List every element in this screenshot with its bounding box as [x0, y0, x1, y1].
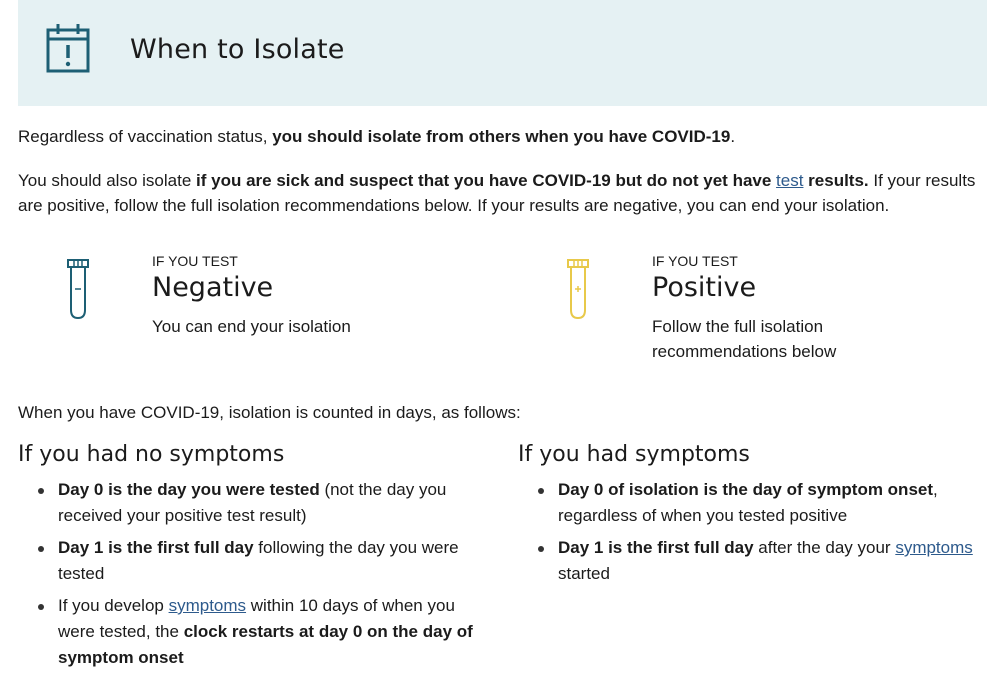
positive-result-card	[566, 250, 966, 370]
intro-paragraph-1: Regardless of vaccination status, you should isolate from others when you have COVID-19.	[18, 127, 736, 146]
list-item: Day 0 is the day you were tested (not the day you received your positive test result)	[58, 477, 478, 529]
no-symptoms-heading: If you had no symptoms	[18, 442, 285, 467]
test-link[interactable]: test	[776, 171, 804, 190]
positive-description: Follow the full isolation recommendations below	[652, 317, 837, 361]
header-banner	[18, 0, 987, 106]
no-symptoms-list	[18, 477, 498, 671]
list-item: Day 1 is the first full day following the day you were tested	[58, 535, 478, 587]
negative-description: You can end your isolation	[152, 317, 351, 336]
list-item: Day 0 of isolation is the day of symptom onset, regardless of when you tested positive	[558, 477, 978, 529]
had-symptoms-section	[518, 441, 998, 593]
had-symptoms-heading: If you had symptoms	[518, 442, 750, 467]
symptoms-link[interactable]: symptoms	[895, 538, 973, 557]
test-tube-negative-icon	[66, 258, 90, 320]
counted-in-days-text: When you have COVID-19, isolation is counted in days, as follows:	[18, 403, 521, 422]
calendar-alert-icon	[46, 22, 90, 74]
had-symptoms-list	[518, 477, 998, 587]
no-symptoms-section	[18, 441, 498, 677]
test-tube-positive-icon	[566, 258, 590, 320]
intro-paragraph-2: You should also isolate if you are sick and suspect that you have COVID-19 but do not yet have test results. If your results are positive, follow the full isolation recommendations below. If your results are negative, you can end your isolation.	[18, 171, 976, 215]
negative-eyebrow: IF YOU TEST	[152, 253, 238, 269]
list-item: If you develop symptoms within 10 days of when you were tested, the clock restarts at day 0 on the day of symptom onset	[58, 593, 478, 671]
negative-result-card	[66, 250, 466, 370]
positive-result-label: Positive	[652, 272, 757, 303]
symptoms-link[interactable]: symptoms	[168, 596, 247, 615]
negative-result-label: Negative	[152, 272, 274, 303]
page-title: When to Isolate	[130, 34, 345, 65]
positive-eyebrow: IF YOU TEST	[652, 253, 738, 269]
list-item: Day 1 is the first full day after the day your symptoms started	[558, 535, 978, 587]
